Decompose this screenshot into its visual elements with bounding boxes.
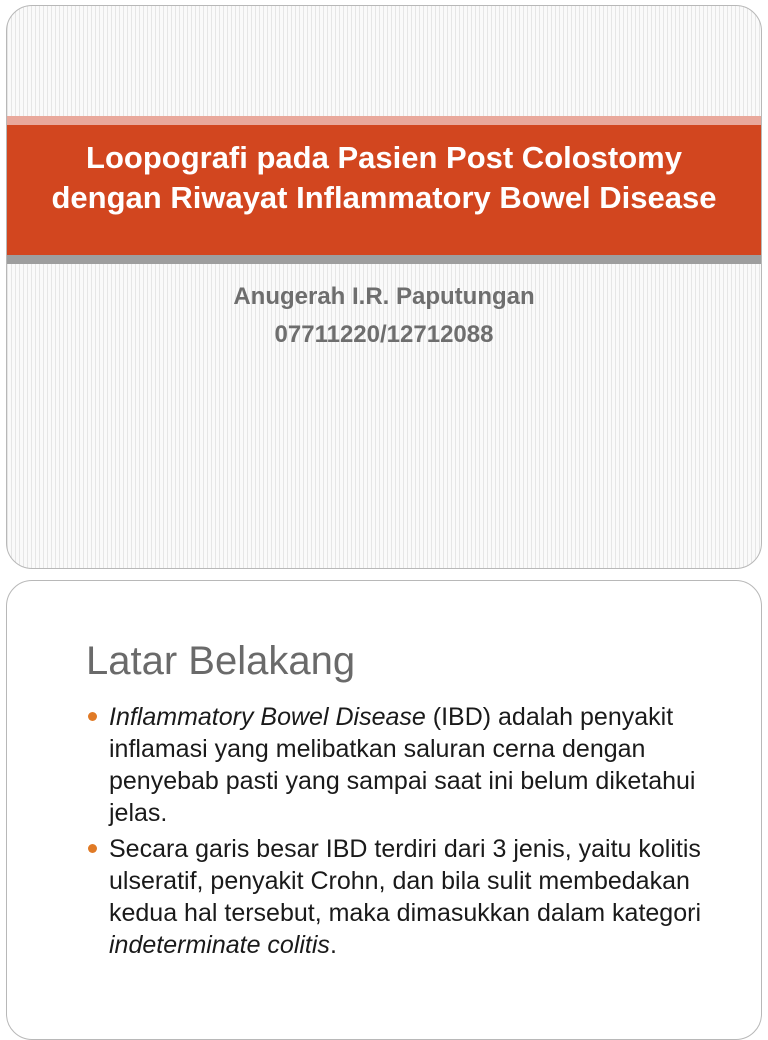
author-name: Anugerah I.R. Paputungan: [233, 283, 535, 310]
title-slide: [6, 5, 762, 569]
title-band: [7, 116, 761, 266]
section-heading: Latar Belakang: [86, 639, 356, 683]
bullet-italic-lead: Inflammatory Bowel Disease: [109, 703, 426, 731]
list-item: [87, 833, 721, 961]
bullet-italic-tail: indeterminate colitis: [109, 931, 330, 959]
title-band-main: [7, 125, 761, 255]
slide-title: Loopografi pada Pasien Post Colostomy dengan Riwayat Inflammatory Bowel Disease: [51, 140, 717, 215]
bullet-list: [87, 701, 721, 965]
student-id: 07711220/12712088: [274, 321, 494, 348]
list-item: [87, 701, 721, 829]
subtitle-block: [7, 278, 761, 354]
title-band-bottom-stripe: [7, 255, 761, 264]
bullet-text: Secara garis besar IBD terdiri dari 3 jenis, yaitu kolitis ulseratif, penyakit Crohn, dan bila sulit membedakan kedua hal tersebut, maka dimasukkan dalam kategori: [109, 835, 701, 927]
title-band-top-stripe: [7, 116, 761, 125]
bullet-end: .: [329, 931, 337, 959]
bullet-icon: [88, 712, 97, 721]
bullet-text: (IBD) adalah penyakit inflamasi yang melibatkan saluran cerna dengan penyebab pasti yang sampai saat ini belum diketahui jelas.: [109, 703, 696, 827]
bullet-icon: [88, 844, 97, 853]
content-slide: [6, 580, 762, 1040]
